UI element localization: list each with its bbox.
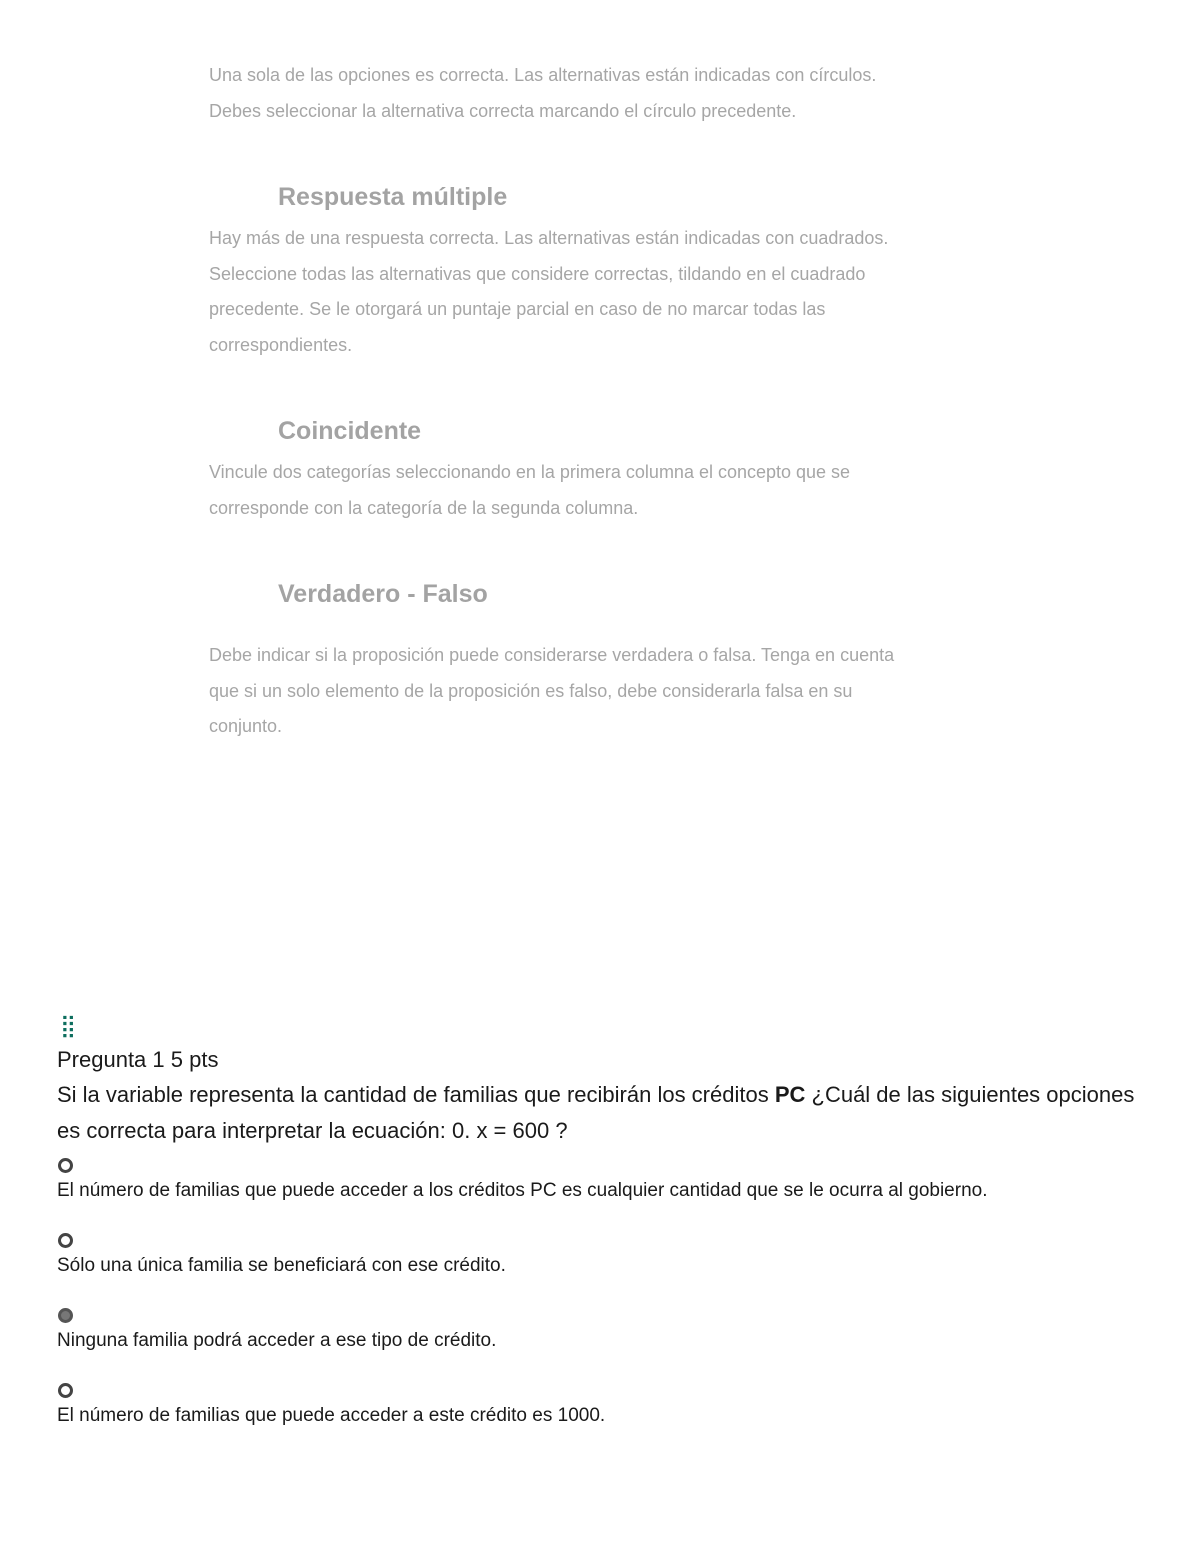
answer-option-2[interactable] — [57, 1233, 1157, 1278]
instructions-panel — [209, 58, 899, 745]
matching-heading: Coincidente — [278, 417, 422, 445]
radio-button-2[interactable] — [58, 1233, 73, 1248]
multiple-choice-heading: Respuesta múltiple — [278, 183, 508, 211]
answer-label-1[interactable]: El número de familias que puede acceder a los créditos PC es cualquier cantidad que se le ocurra al gobierno. — [57, 1180, 988, 1201]
radio-button-4[interactable] — [58, 1383, 73, 1398]
radio-button-3[interactable] — [58, 1308, 73, 1323]
true-false-description: Debe indicar si la proposición puede considerarse verdadera o falsa. Tenga en cuenta que si un solo elemento de la proposición es falso, debe considerarla falsa en su conjunto. — [209, 645, 895, 736]
answer-option-4[interactable] — [57, 1383, 1157, 1428]
question-text — [57, 1077, 1157, 1148]
answer-option-3[interactable] — [57, 1308, 1157, 1353]
drag-handle-icon[interactable]: ⣿ — [60, 1013, 75, 1038]
question-block — [57, 1013, 1157, 1458]
true-false-heading: Verdadero - Falso — [278, 580, 488, 608]
answer-label-4[interactable]: El número de familias que puede acceder a este crédito es 1000. — [57, 1405, 606, 1426]
answer-option-1[interactable] — [57, 1158, 1157, 1203]
radio-button-1[interactable] — [58, 1158, 73, 1173]
single-choice-description: Una sola de las opciones es correcta. Las alternativas están indicadas con círculos. Debes seleccionar la alternativa correcta marcando el círculo precedente. — [209, 65, 877, 121]
answer-label-3[interactable]: Ninguna familia podrá acceder a ese tipo de crédito. — [57, 1330, 497, 1351]
answer-label-2[interactable]: Sólo una única familia se beneficiará con ese crédito. — [57, 1255, 506, 1276]
question-header: Pregunta 1 5 pts — [57, 1047, 219, 1072]
question-text-bold: PC — [774, 1082, 806, 1107]
question-text-start: Si la variable representa la cantidad de familias que recibirán los créditos — [57, 1082, 775, 1107]
matching-description: Vincule dos categorías seleccionando en la primera columna el concepto que se corresponde con la categoría de la segunda columna. — [209, 462, 851, 518]
multiple-choice-description: Hay más de una respuesta correcta. Las alternativas están indicadas con cuadrados. Seleccione todas las alternativas que considere correctas, tildando en el cuadrado precedente. Se le otorgará un puntaje parcial en caso de no marcar todas las correspondientes. — [209, 228, 889, 355]
question-text-end: ¿Cuál de las siguientes opciones es correcta para interpretar la ecuación: 0. x = 600 ? — [57, 1082, 1135, 1143]
